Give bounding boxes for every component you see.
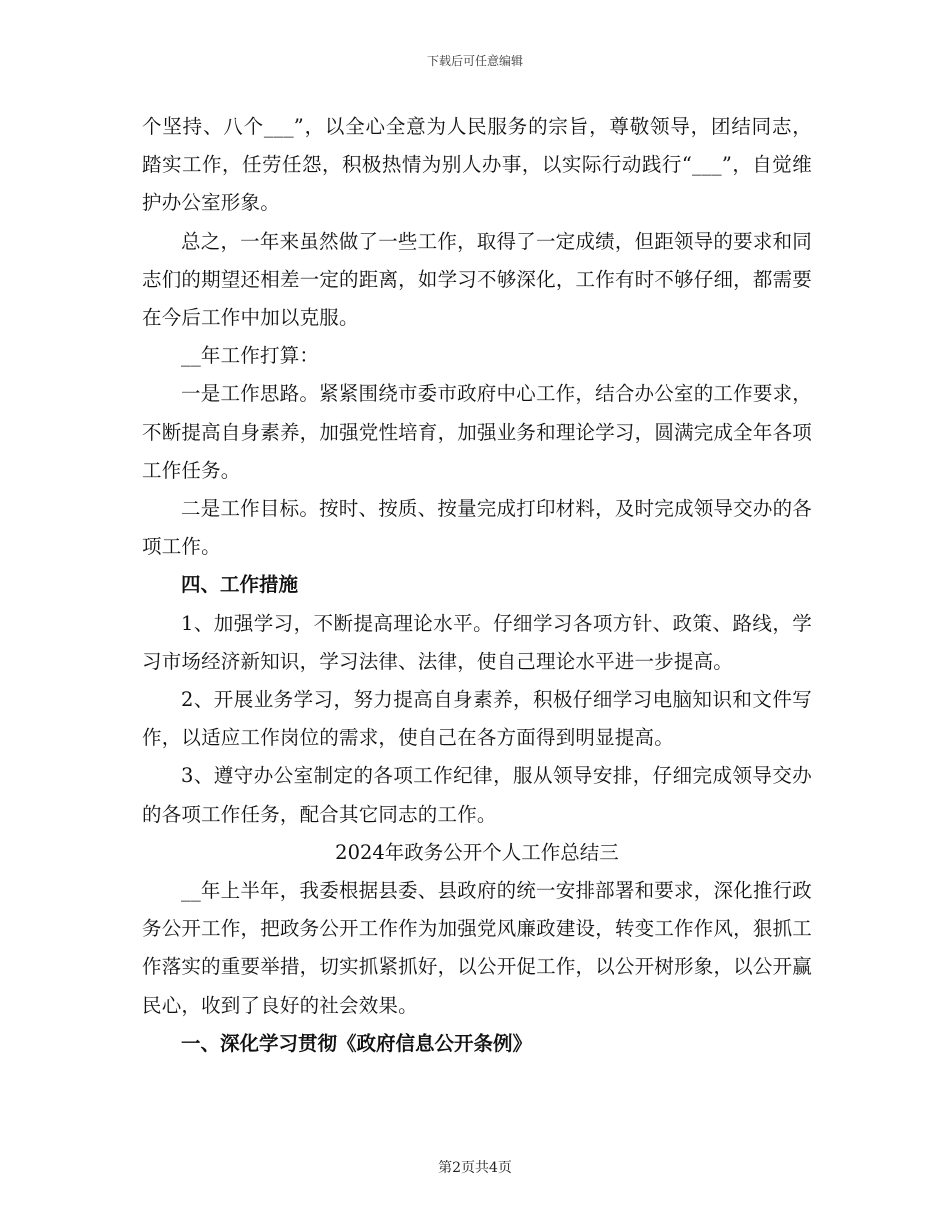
- page-header: 下载后可任意编辑: [426, 54, 523, 68]
- page-number: 第2页共4页: [438, 1160, 512, 1176]
- paragraph: __年上半年，我委根据县委、县政府的统一安排部署和要求，深化推行政务公开工作，把政务公开工作作为加强党风廉政建设，转变工作作风，狠抓工作落实的重要举措，切实抓紧抓好，以公开促工作，以公开树形象，以公开赢民心，收到了良好的社会效果。: [142, 879, 812, 1017]
- paragraph: 总之，一年来虽然做了一些工作，取得了一定成绩，但距领导的要求和同志们的期望还相差一定的距离，如学习不够深化，工作有时不够仔细，都需要在今后工作中加以克服。: [142, 229, 812, 330]
- paragraph: 1、加强学习，不断提高理论水平。仔细学习各项方针、政策、路线，学习市场经济新知识，学习法律、法律，使自己理论水平进一步提高。: [142, 611, 812, 673]
- paragraph: 2、开展业务学习，努力提高自身素养，积极仔细学习电脑知识和文件写作，以适应工作岗位的需求，使自己在各方面得到明显提高。: [142, 688, 812, 750]
- section-heading: 四、工作措施: [181, 573, 299, 597]
- document-title: 2024年政务公开个人工作总结三: [335, 840, 619, 864]
- paragraph: 3、遵守办公室制定的各项工作纪律，服从领导安排，仔细完成领导交办的各项工作任务，配合其它同志的工作。: [142, 764, 812, 826]
- paragraph: 一是工作思路。紧紧围绕市委市政府中心工作，结合办公室的工作要求，不断提高自身素养，加强党性培育，加强业务和理论学习，圆满完成全年各项工作任务。: [142, 382, 812, 482]
- section-heading: 一、深化学习贯彻《政府信息公开条例》: [181, 1031, 533, 1055]
- document-body: [142, 108, 812, 1063]
- paragraph: 二是工作目标。按时、按质、按量完成打印材料，及时完成领导交办的各项工作。: [142, 497, 812, 559]
- paragraph: 个坚持、八个___”，以全心全意为人民服务的宗旨，尊敬领导，团结同志，踏实工作，任劳任怨，积极热情为别人办事，以实际行动践行“___”，自觉维护办公室形象。: [142, 115, 812, 215]
- paragraph: __年工作打算：: [181, 344, 320, 368]
